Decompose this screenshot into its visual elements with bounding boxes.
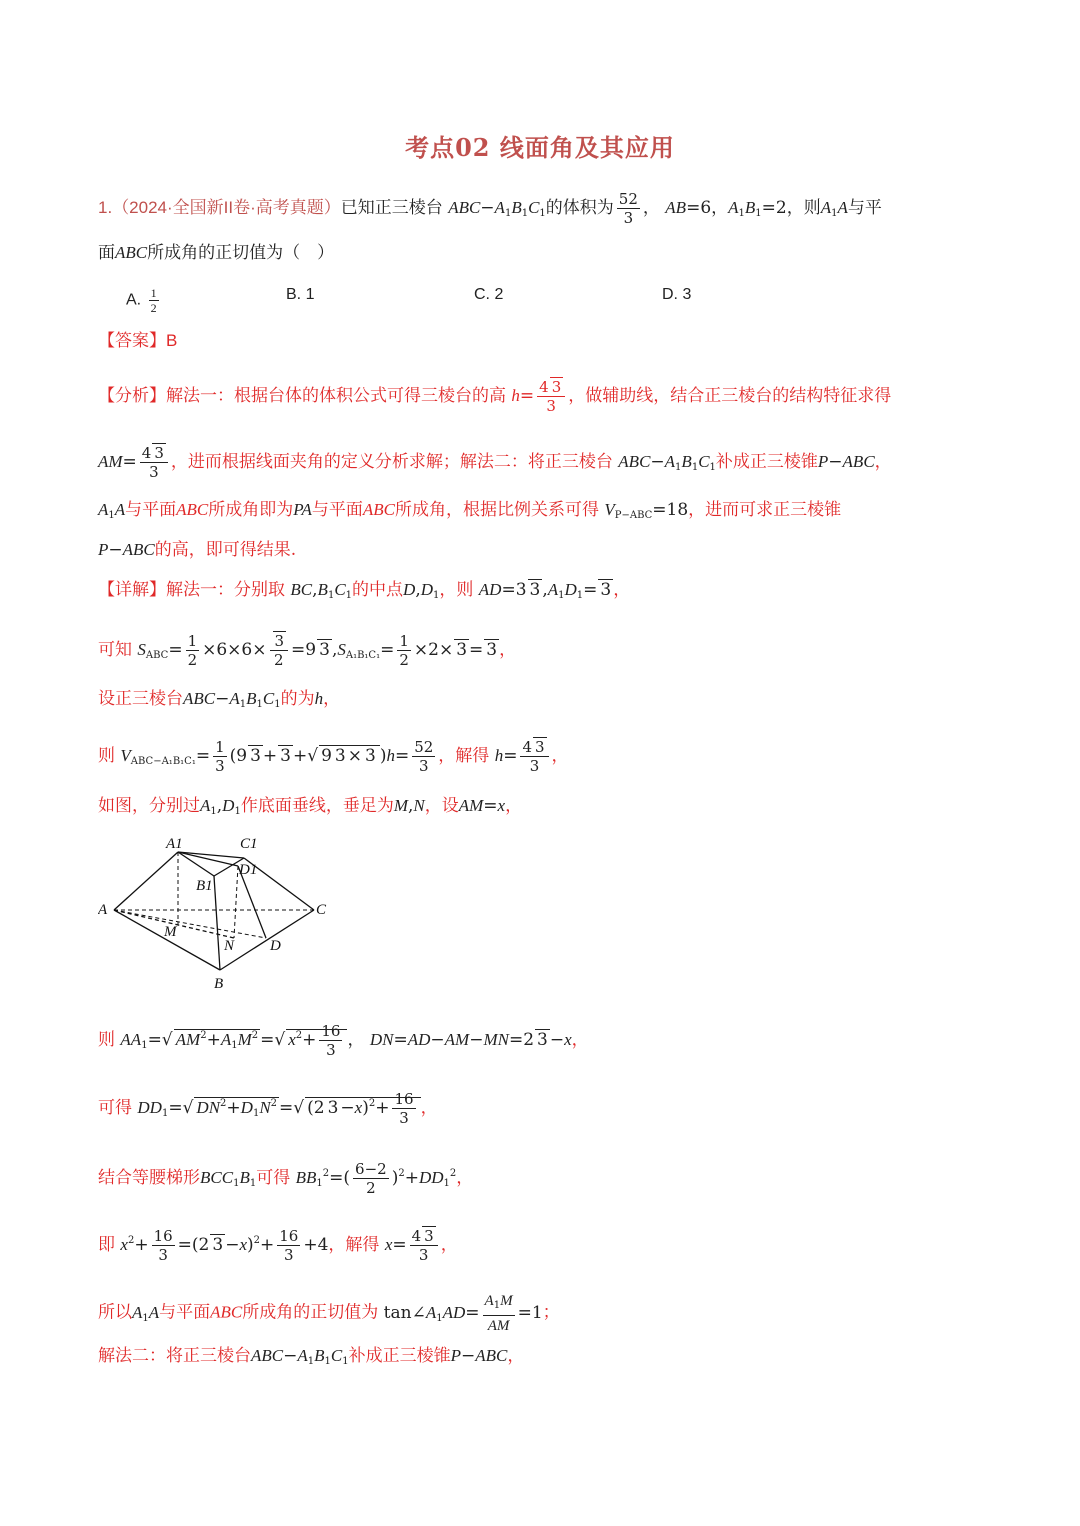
analysis-text: 的高，即可得结果. — [154, 540, 297, 560]
detail-text: 与平面 — [159, 1302, 211, 1323]
analysis-text: 与平面 — [311, 500, 363, 520]
detail-text: 设正三棱台 — [98, 689, 183, 709]
answer-tag: 【答案】 — [98, 331, 166, 351]
detail-text: ，解得 — [328, 1235, 380, 1255]
option-value: 1 — [305, 286, 315, 303]
detail-line-11: 解法二：将正三棱台$ABC-A_1B_1C_1$补成正三棱锥P−ABC， — [98, 1346, 525, 1367]
label-b1: B1 — [196, 878, 213, 894]
detail-text: 的为 — [280, 689, 315, 709]
detail-text: 解法二：将正三棱台 — [98, 1346, 251, 1366]
option-label: B. — [286, 286, 302, 303]
analysis-tag: 【分析】 — [98, 386, 166, 406]
detail-line-4: 则 $V_{ABC-A_1B_1C_1}=$ $\frac{1}{3}$ (9 3 + 3 +√ 9 3 × 3 )h= $\frac{52}{3}$ ，解得 h= $\frac{4 3}{3}$ ， — [98, 738, 569, 775]
label-d: D — [270, 938, 281, 954]
question-text: 已知正三棱台 — [340, 198, 443, 218]
detail-line-6: 则 $AA_1=√$ $AM^2+A_1M^2$ =√ $x^2+$ $\frac{16}{3}$ ， DN=AD−AM−MN=2 3 −x， — [98, 1022, 589, 1059]
detail-text: 作底面垂线，垂足为 — [240, 796, 394, 816]
detail-text: ，解得 — [438, 746, 490, 766]
detail-text: 所以 — [98, 1302, 132, 1323]
question-source: （2024·全国新II卷·高考真题） — [112, 198, 341, 217]
analysis-text: 解法一：根据台体的体积公式可得三棱台的高 — [166, 386, 506, 406]
detail-text: 可知 — [98, 640, 132, 660]
analysis-text: 所成角即为 — [208, 500, 294, 520]
detail-line-5: 如图，分别过$A_1,D_1$作底面垂线，垂足为M,N，设AM=x， — [98, 796, 523, 817]
detail-text: 补成正三棱锥 — [348, 1346, 451, 1366]
option-label: D. — [662, 286, 678, 303]
question-number: 1. — [98, 198, 113, 217]
label-a: A — [98, 902, 108, 918]
detail-text: ，设 — [424, 796, 459, 816]
detail-text: 结合等腰梯形 — [98, 1168, 200, 1188]
detail-tag: 【详解】 — [98, 580, 166, 600]
detail-line-7: 可得 $DD_1=√$ $DN^2+D_1N^2$ =√ (2 3 −x)$^2$+ $\frac{16}{3}$ ， — [98, 1090, 438, 1127]
label-a1: A1 — [166, 836, 183, 852]
detail-text: 则 — [98, 746, 115, 766]
label-d1: D1 — [239, 862, 258, 878]
option-value: 2 — [494, 286, 504, 303]
question-text: 所成角的正切值为（ ） — [147, 243, 335, 263]
detail-line-1: 【详解】解法一：分别取 $BC,B_1C_1$的中点$D,D_1$，则 AD=3 3 $,A_1D_1= 3$ ， — [98, 580, 631, 601]
question-text: ，则 — [786, 198, 821, 218]
detail-text: 所成角的正切值为 — [242, 1302, 379, 1323]
label-m: M — [164, 924, 177, 940]
analysis-line-3: $A_1A$与平面ABC所成角即为PA与平面ABC所成角，根据比例关系可得 $V_{P-ABC}=18$，进而可求正三棱锥 — [98, 500, 842, 521]
question-text: 面 — [98, 243, 115, 263]
analysis-text: 所成角，根据比例关系可得 — [394, 500, 599, 520]
detail-text: 即 — [98, 1235, 115, 1255]
analysis-text: ，做辅助线，结合正三棱台的结构特征求得 — [568, 386, 892, 406]
option-value: 3 — [682, 286, 692, 303]
detail-line-3: 设正三棱台$ABC-A_1B_1C_1$的为h， — [98, 689, 341, 710]
question-text: 与平 — [847, 198, 882, 218]
label-n: N — [224, 938, 235, 954]
answer-value: B — [166, 331, 178, 350]
detail-text: 则 — [98, 1030, 115, 1050]
analysis-text: ，进而根据线面夹角的定义分析求解；解法二：将正三棱台 — [170, 452, 613, 472]
question-text: 的体积为 — [545, 198, 614, 218]
detail-text: ，则 — [439, 580, 474, 600]
analysis-text: ，进而可求正三棱锥 — [688, 500, 842, 520]
analysis-line-4: P−ABC的高，即可得结果. — [98, 540, 297, 560]
frustum-figure — [98, 830, 338, 995]
detail-text: 可得 — [256, 1168, 291, 1188]
option-c — [474, 286, 503, 304]
option-value-a: $\frac{1}{2}$ — [150, 286, 157, 315]
analysis-line-1: 【分析】解法一：根据台体的体积公式可得三棱台的高 h= $\frac{4 3}{3}$ ，做辅助线，结合正三棱台的结构特征求得 — [98, 378, 892, 415]
detail-text: 如图，分别过 — [98, 796, 200, 816]
option-label: C. — [474, 286, 490, 303]
detail-line-10: 所以$A_1A$与平面ABC所成角的正切值为 $\tan\angle A_1AD=$ $\frac{A_1M}{AM}$ =1； — [98, 1293, 560, 1334]
option-label: A. — [126, 291, 142, 309]
detail-line-2: 可知 $S_{ABC}=$ $\frac{1}{2}$ ×6×6× $\frac{3}{2}$ =9 3 $,S_{A_1B_1C_1}=$ $\frac{1}{2}$ ×2× 3 = 3 ， — [98, 632, 517, 669]
analysis-line-2: AM= $\frac{4 3}{3}$ ，进而根据线面夹角的定义分析求解；解法二：将正三棱台 $ABC-A_1B_1C_1$补成正三棱锥P−ABC， — [98, 444, 892, 481]
option-b — [286, 286, 314, 304]
question-line-2: 面ABC所成角的正切值为（ ） — [98, 243, 335, 263]
label-c1: C1 — [240, 836, 258, 852]
answer-line — [98, 328, 177, 354]
analysis-text: 与平面 — [125, 500, 177, 520]
option-d — [662, 286, 691, 304]
detail-line-9: 即 $x^2+$ $\frac{16}{3}$ =(2 3 −x)$^2$+ $\frac{16}{3}$ +4，解得 x= $\frac{4 3}{3}$ ， — [98, 1227, 458, 1264]
detail-text: 解法一：分别取 — [166, 580, 285, 600]
detail-line-8: 结合等腰梯形$BCC_1B_1$可得 $BB_1^2=$( $\frac{6-2}{2}$ )$^2+DD_1^2$， — [98, 1160, 474, 1197]
question-line-1: 1.（2024·全国新II卷·高考真题）已知正三棱台 $ABC-A_1B_1C_1$的体积为 $\frac{52}{3}$ ， AB=6，$A_1B_1=2$，则$A_1A$与平 — [98, 190, 882, 227]
page-title: 考点02 线面角及其应用 — [405, 133, 675, 162]
option-a — [126, 286, 162, 315]
label-b: B — [214, 976, 224, 992]
label-c: C — [316, 902, 327, 918]
analysis-text: 补成正三棱锥 — [715, 452, 818, 472]
detail-text: 可得 — [98, 1098, 132, 1118]
detail-text: 的中点 — [352, 580, 404, 600]
